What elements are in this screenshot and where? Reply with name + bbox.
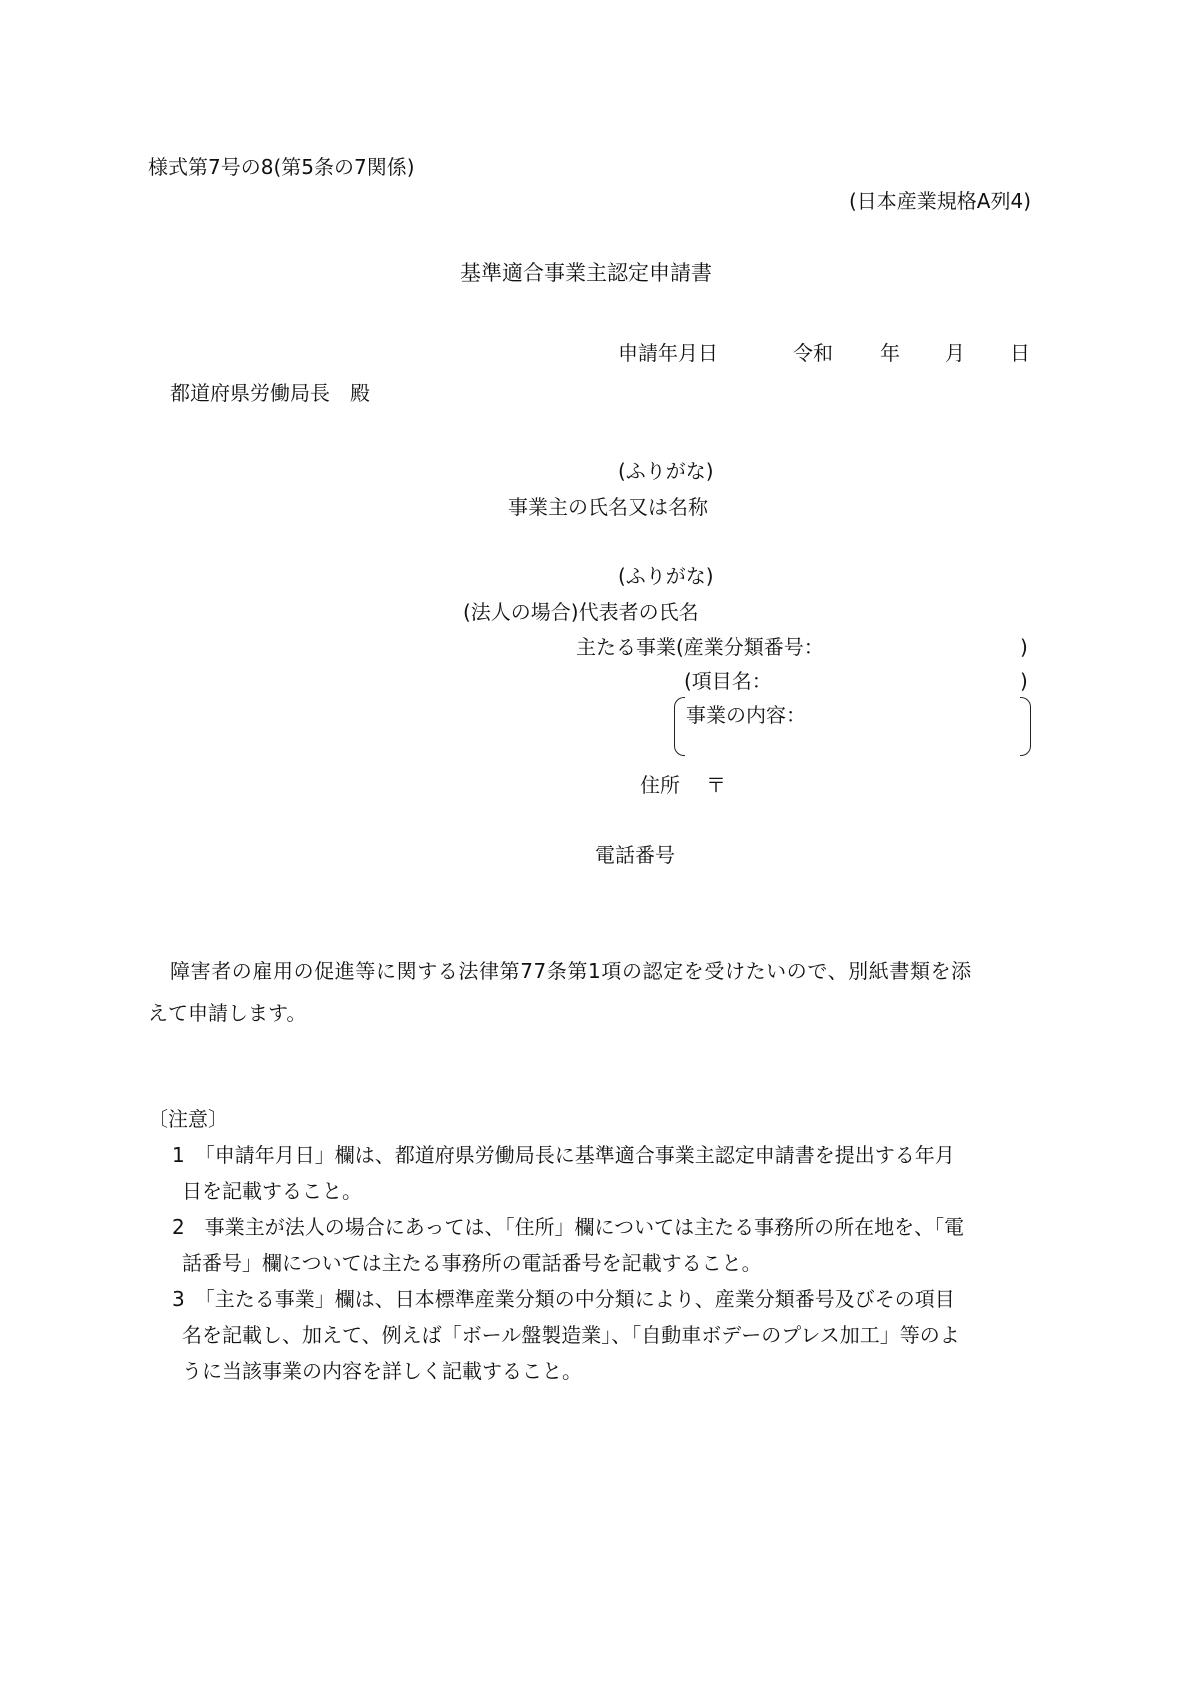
note-3-line-3: うに当該事業の内容を詳しく記載すること。 (182, 1359, 582, 1383)
date-month: 月 (945, 341, 965, 365)
item-name-close: ) (1020, 669, 1028, 693)
note-3-line-2: 名を記載し、加えて、例えば「ボール盤製造業」、「自動車ボデーのプレス加工」等のよ (182, 1323, 960, 1347)
date-day: 日 (1010, 341, 1030, 365)
note-1-line-1: 1 「申請年月日」欄は、都道府県労働局長に基準適合事業主認定申請書を提出する年月 (172, 1143, 955, 1167)
main-business-close: ) (1020, 635, 1028, 659)
paper-size-note: (日本産業規格A列4) (848, 189, 1031, 213)
address-label: 住所 (640, 773, 680, 797)
phone-label: 電話番号 (595, 843, 675, 867)
note-2-line-1: 2 事業主が法人の場合にあっては、「住所」欄については主たる事務所の所在地を、「電 (172, 1215, 965, 1239)
furigana-label-2: (ふりがな) (618, 564, 714, 588)
application-statement-line-2: えて申請します。 (148, 1001, 307, 1025)
furigana-label-1: (ふりがな) (618, 459, 714, 483)
date-era: 令和 (793, 341, 833, 365)
main-business-label: 主たる事業(産業分類番号： (576, 635, 824, 659)
date-year: 年 (880, 341, 900, 365)
business-content-label: 事業の内容： (686, 703, 806, 727)
addressee: 都道府県労働局長 殿 (170, 381, 370, 405)
note-3-line-1: 3 「主たる事業」欄は、日本標準産業分類の中分類により、産業分類番号及びその項目 (172, 1287, 955, 1311)
note-2-line-2: 話番号」欄については主たる事務所の電話番号を記載すること。 (182, 1251, 762, 1275)
employer-name-label: 事業主の氏名又は名称 (508, 495, 708, 519)
form-number: 様式第7号の8(第5条の7関係) (148, 155, 415, 179)
postal-mark: 〒 (706, 773, 726, 797)
note-1-line-2: 日を記載すること。 (182, 1179, 362, 1203)
application-statement-line-1: 障害者の雇用の促進等に関する法律第77条第1項の認定を受けたいので、別紙書類を添 (170, 959, 972, 983)
content-bracket-left (674, 697, 685, 756)
date-label: 申請年月日 (618, 341, 718, 365)
representative-name-label: (法人の場合)代表者の氏名 (463, 600, 699, 624)
notes-heading: 〔注意〕 (148, 1107, 228, 1131)
document-title: 基準適合事業主認定申請書 (460, 261, 712, 285)
content-bracket-right (1020, 697, 1031, 756)
item-name-label: (項目名： (684, 669, 772, 693)
